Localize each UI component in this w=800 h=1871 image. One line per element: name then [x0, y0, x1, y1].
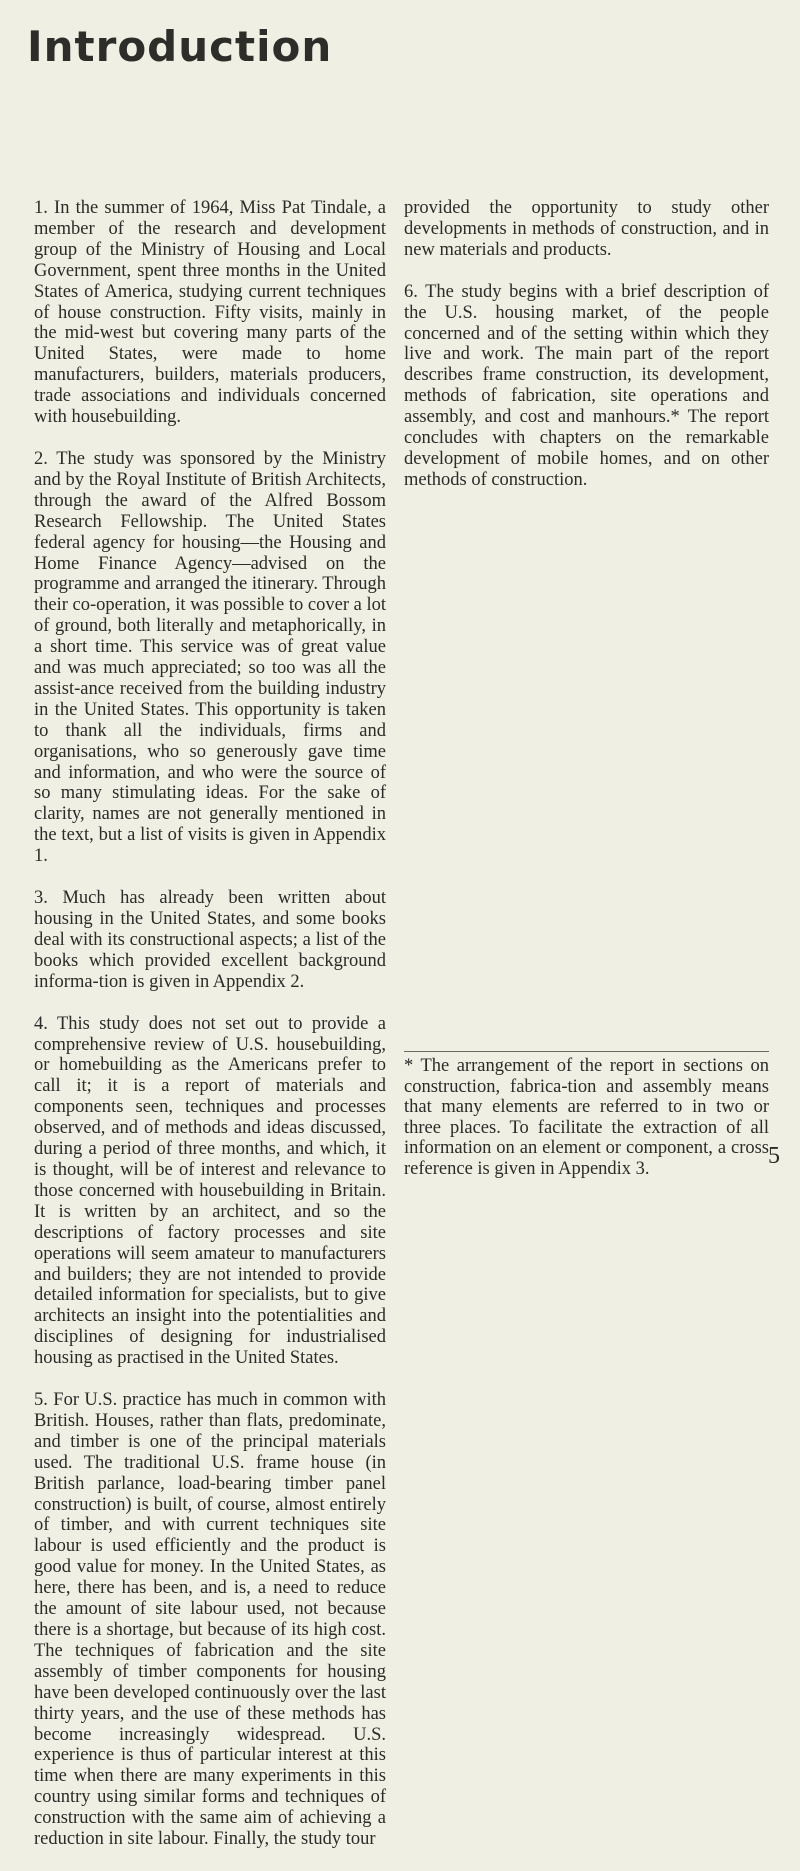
page-title: Introduction: [27, 22, 333, 71]
page-number: 5: [768, 1143, 780, 1169]
paragraph-6: 6. The study begins with a brief description of the U.S. housing market, of the people concerned and of the setting within which they live and work. The main part of the report describes frame construction, its development, methods of fabrication, site operations and assembly, and cost and manhours.* The report concludes with chapters on the remarkable development of mobile homes, and on other methods of construction.: [404, 281, 769, 490]
left-column: [34, 198, 386, 1871]
footnote-divider: [404, 1051, 769, 1052]
footnote-text: * The arrangement of the report in sections on construction, fabrica-tion and assembly means that many elements are referred to in two or three places. To facilitate the extraction of all information on an element or component, a cross reference is given in Appendix 3.: [404, 1056, 769, 1179]
right-column: [404, 198, 769, 512]
paragraph-2: 2. The study was sponsored by the Ministry and by the Royal Institute of British Architects, through the award of the Alfred Bossom Research Fellowship. The United States federal agency for housing—the Housing and Home Finance Agency—advised on the programme and arranged the itinerary. Through their co-operation, it was possible to cover a lot of ground, both literally and metaphorically, in a short time. This service was of great value and was much appreciated; so too was all the assist-ance received from the building industry in the United States. This opportunity is taken to thank all the individuals, firms and organisations, who so generously gave time and information, and who were the source of so many stimulating ideas. For the sake of clarity, names are not generally mentioned in the text, but a list of visits is given in Appendix 1.: [34, 448, 386, 867]
paragraph-5-continued: provided the opportunity to study other developments in methods of construction, and in new materials and products.: [404, 198, 769, 260]
paragraph-1: 1. In the summer of 1964, Miss Pat Tindale, a member of the research and development group of the Ministry of Housing and Local Government, spent three months in the United States of America, studying current techniques of house construction. Fifty visits, mainly in the mid-west but covering many parts of the United States, were made to home manufacturers, builders, materials producers, trade associations and individuals concerned with housebuilding.: [34, 198, 386, 428]
paragraph-3: 3. Much has already been written about housing in the United States, and some books deal with its constructional aspects; a list of the books which provided excellent background informa-tion is given in Appendix 2.: [34, 888, 386, 992]
paragraph-4: 4. This study does not set out to provide a comprehensive review of U.S. housebuilding, or homebuilding as the Americans prefer to call it; it is a report of materials and components seen, techniques and processes observed, and of methods and ideas discussed, during a period of three months, and which, it is thought, will be of interest and relevance to those concerned with housebuilding in Britain. It is written by an architect, and so the descriptions of factory processes and site operations will seem amateur to manufacturers and builders; they are not intended to provide detailed information for specialists, but to give architects an insight into the potentialities and disciplines of designing for industrialised housing as practised in the United States.: [34, 1013, 386, 1369]
paragraph-5: 5. For U.S. practice has much in common with British. Houses, rather than flats, predominate, and timber is one of the principal materials used. The traditional U.S. frame house (in British parlance, load-bearing timber panel construction) is built, of course, almost entirely of timber, and with current techniques site labour is used efficiently and the product is good value for money. In the United States, as here, there has been, and is, a need to reduce the amount of site labour used, not because there is a shortage, but because of its high cost. The techniques of fabrication and the site assembly of timber components for housing have been developed continuously over the last thirty years, and the use of these methods has become increasingly widespread. U.S. experience is thus of particular interest at this time when there are many experiments in this country using similar forms and techniques of construction with the same aim of achieving a reduction in site labour. Finally, the study tour: [34, 1390, 386, 1850]
footnote: [404, 1051, 769, 1179]
